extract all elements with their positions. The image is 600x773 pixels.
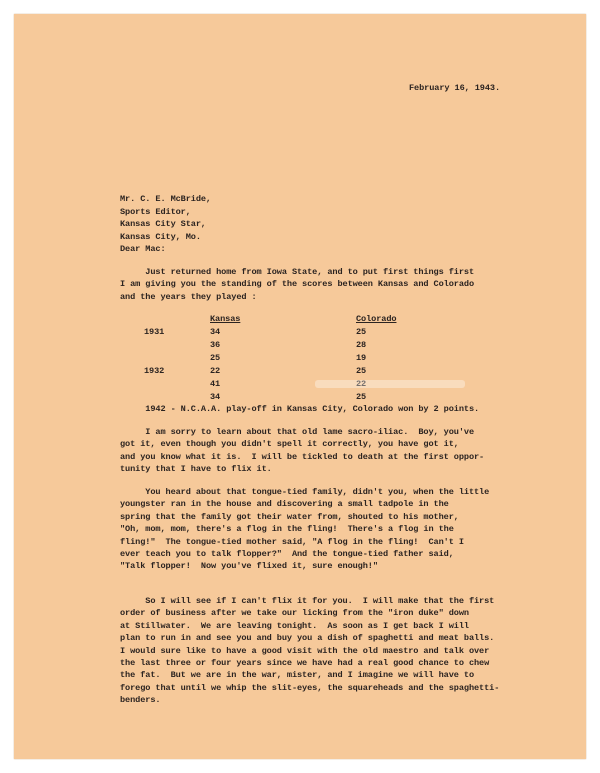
text-line: You heard about that tongue-tied family, didn't you, when the little	[120, 487, 490, 497]
row-kansas-score: 34	[210, 392, 221, 402]
header-kansas: Kansas	[210, 314, 241, 324]
closing-paragraph	[120, 595, 499, 707]
address-line: Kansas City Star,	[120, 219, 206, 230]
row-colorado-score: 19	[356, 353, 367, 363]
text-line: fling!" The tongue-tied mother said, "A flog in the fling! Can't I	[120, 536, 464, 547]
text-line: ever teach you to talk flopper?" And the tongue-tied father said,	[120, 549, 454, 560]
text-line: the fat. But we are in the war, mister, and I imagine we will have to	[120, 670, 474, 681]
letter-date: February 16, 1943.	[409, 83, 501, 93]
row-year: 1932	[144, 366, 165, 376]
text-line: got it, even though you didn't spell it correctly, you have got it,	[120, 439, 459, 450]
playoff-line: 1942 - N.C.A.A. play-off in Kansas City, Colorado won by 2 points.	[120, 404, 480, 414]
text-line: I would sure like to have a good visit with the old maestro and talk over	[120, 645, 490, 656]
family-paragraph	[120, 486, 489, 573]
row-colorado-score: 28	[356, 340, 367, 350]
row-year: 1931	[144, 327, 165, 337]
text-line: the last three or four years since we have had a real good chance to chew	[120, 658, 490, 669]
row-colorado-score: 25	[356, 327, 367, 337]
text-line: I am sorry to learn about that old lame sacro-iliac. Boy, you've	[120, 427, 474, 437]
row-kansas-score: 22	[210, 366, 221, 376]
salutation: Dear Mac:	[120, 244, 166, 254]
address-line: Kansas City, Mo.	[120, 231, 201, 242]
text-line: So I will see if I can't flix it for you. I will make that the first	[120, 596, 495, 606]
text-line: benders.	[120, 695, 161, 706]
text-line: "Oh, mom, mom, there's a flog in the fling! There's a flog in the	[120, 524, 454, 535]
text-line: and you know what it is. I will be tickled to death at the first oppor-	[120, 451, 485, 462]
text-line: plan to run in and see you and buy you a dish of spaghetti and meat balls.	[120, 633, 495, 644]
row-kansas-score: 36	[210, 340, 221, 350]
row-kansas-score: 41	[210, 379, 221, 389]
text-line: spring that the family got their water from, shouted to his mother,	[120, 511, 459, 522]
row-colorado-score: 25	[356, 366, 367, 376]
row-kansas-score: 25	[210, 353, 221, 363]
address-line: Mr. C. E. McBride,	[120, 194, 212, 205]
text-line: and the years they played :	[120, 291, 257, 302]
text-line: I am giving you the standing of the scores between Kansas and Colorado	[120, 279, 474, 290]
text-line: forego that until we whip the slit-eyes, the squareheads and the spaghetti-	[120, 682, 500, 693]
text-line: youngster ran in the house and discovering a small tadpole in the	[120, 499, 449, 510]
text-line: tunity that I have to flix it.	[120, 464, 272, 475]
text-line: "Talk flopper! Now you've flixed it, sure enough!"	[120, 561, 378, 572]
text-line: Just returned home from Iowa State, and to put first things first	[120, 267, 474, 277]
row-kansas-score: 34	[210, 327, 221, 337]
text-line: at Stillwater. We are leaving tonight. As soon as I get back I will	[120, 620, 469, 631]
row-colorado-score: 22	[356, 379, 367, 389]
address-line: Sports Editor,	[120, 206, 191, 217]
header-colorado: Colorado	[356, 314, 397, 324]
row-colorado-score: 25	[356, 392, 367, 402]
sacro-paragraph	[120, 426, 484, 476]
intro-paragraph	[120, 266, 474, 303]
text-line: order of business after we take our licking from the "iron duke" down	[120, 608, 469, 619]
paper-smudge	[315, 380, 465, 388]
